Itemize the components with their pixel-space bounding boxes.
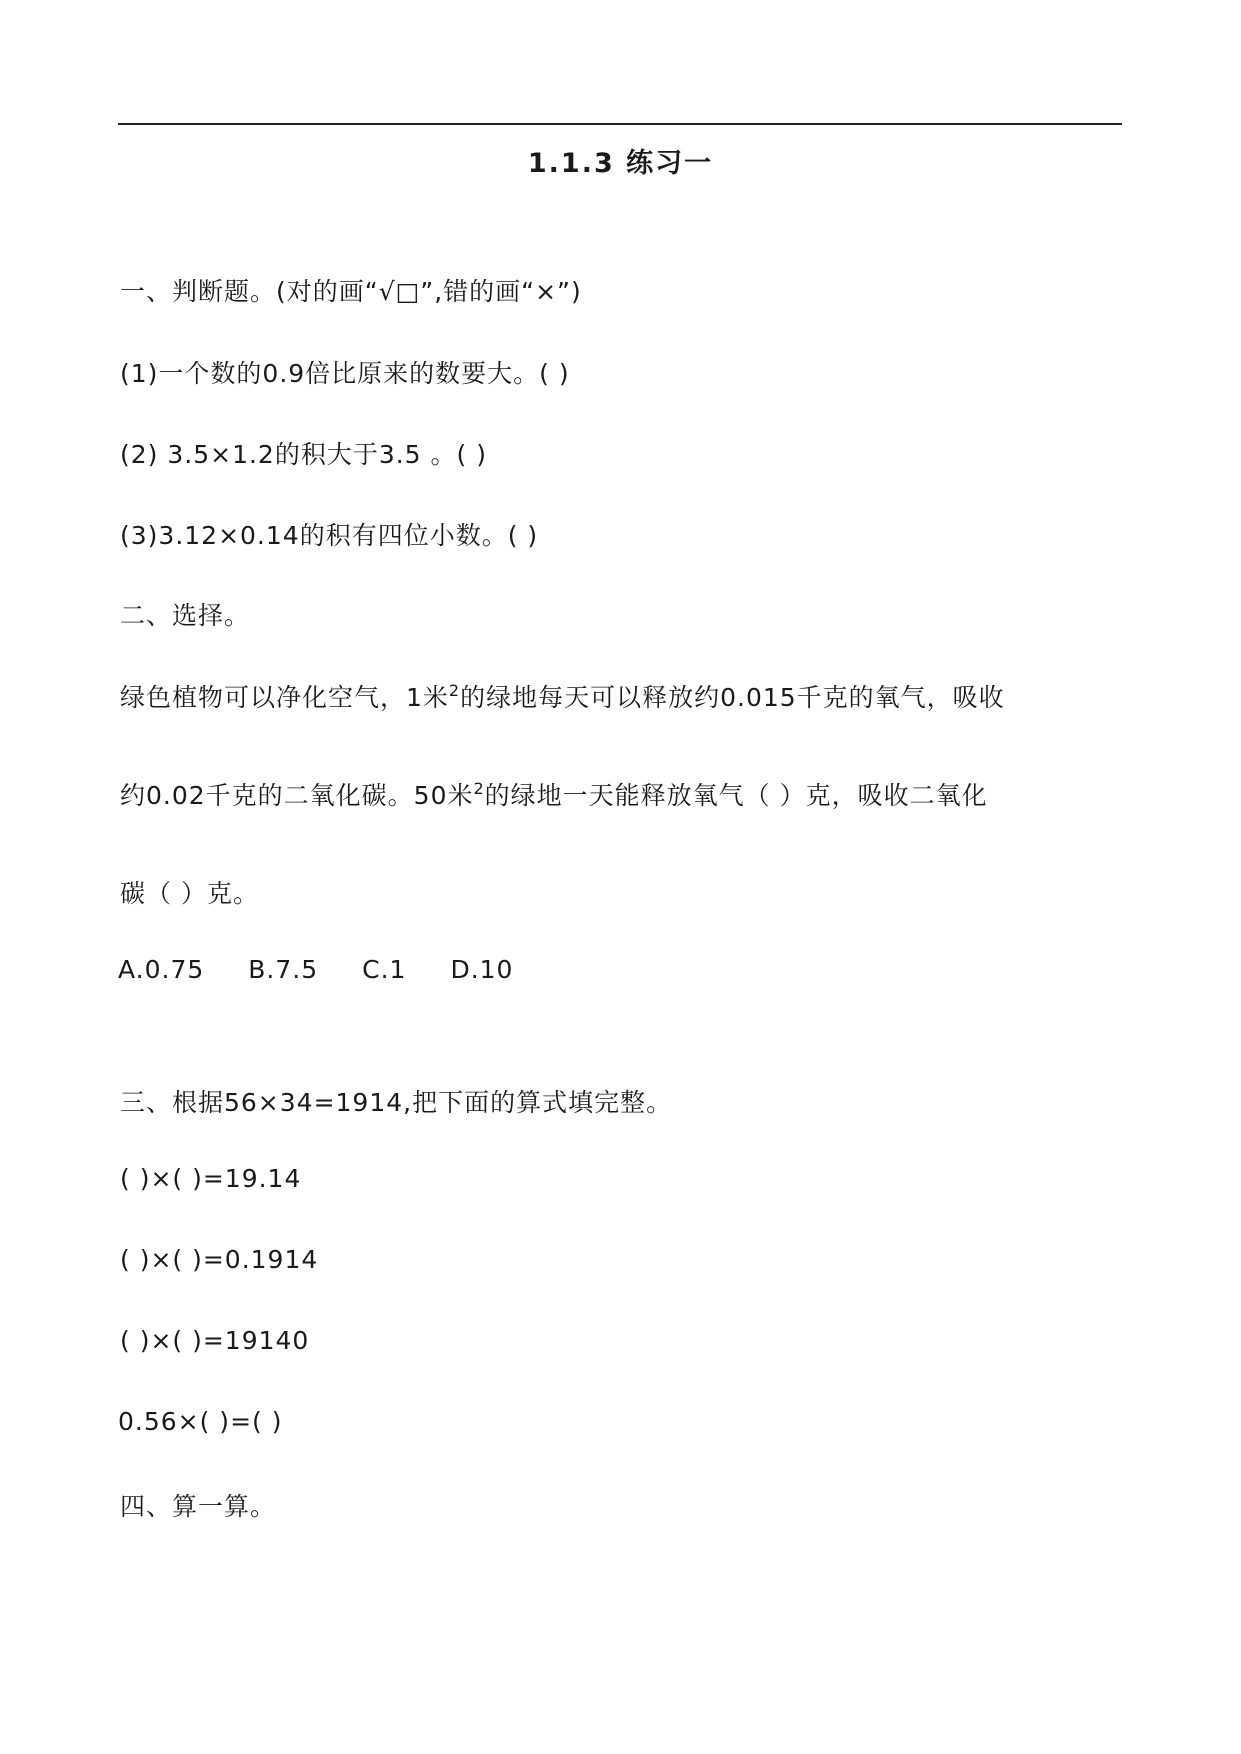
question-2: (2) 3.5×1.2的积大于3.5 。( ) — [120, 440, 487, 469]
equation-3: ( )×( )=19140 — [120, 1326, 310, 1355]
problem-text-2b: 的绿地一天能释放氧气（ ）克，吸收二氧化 — [484, 781, 988, 810]
option-b: B.7.5 — [248, 955, 319, 984]
question-1: (1)一个数的0.9倍比原来的数要大。( ) — [120, 359, 570, 388]
equation-4: 0.56×( )=( ) — [118, 1407, 283, 1436]
header-rule — [118, 123, 1122, 125]
problem-text-2a: 约0.02千克的二氧化碳。50米 — [120, 781, 474, 810]
equation-2: ( )×( )=0.1914 — [120, 1245, 319, 1274]
answer-options — [118, 955, 557, 984]
problem-text-1a: 绿色植物可以净化空气，1米 — [120, 683, 449, 712]
section3-heading: 三、根据56×34=1914,把下面的算式填完整。 — [120, 1088, 673, 1117]
problem-text-line-3: 碳（ ）克。 — [120, 879, 259, 908]
problem-text-1b: 的绿地每天可以释放约0.015千克的氧气，吸收 — [460, 683, 1005, 712]
option-c: C.1 — [362, 955, 407, 984]
superscript-2: 2 — [448, 681, 461, 700]
question-3: (3)3.12×0.14的积有四位小数。( ) — [120, 521, 539, 550]
section1-heading: 一、判断题。(对的画“√□”,错的画“×”) — [120, 277, 582, 306]
section4-heading: 四、算一算。 — [120, 1492, 277, 1521]
option-d: D.10 — [450, 955, 514, 984]
equation-1: ( )×( )=19.14 — [120, 1164, 302, 1193]
problem-text-line-2 — [120, 776, 988, 812]
option-a: A.0.75 — [118, 955, 205, 984]
superscript-2: 2 — [473, 779, 485, 798]
page-title: 1.1.3 练习一 — [527, 148, 714, 179]
section2-heading: 二、选择。 — [120, 601, 251, 630]
problem-text-line-1 — [120, 678, 1005, 714]
